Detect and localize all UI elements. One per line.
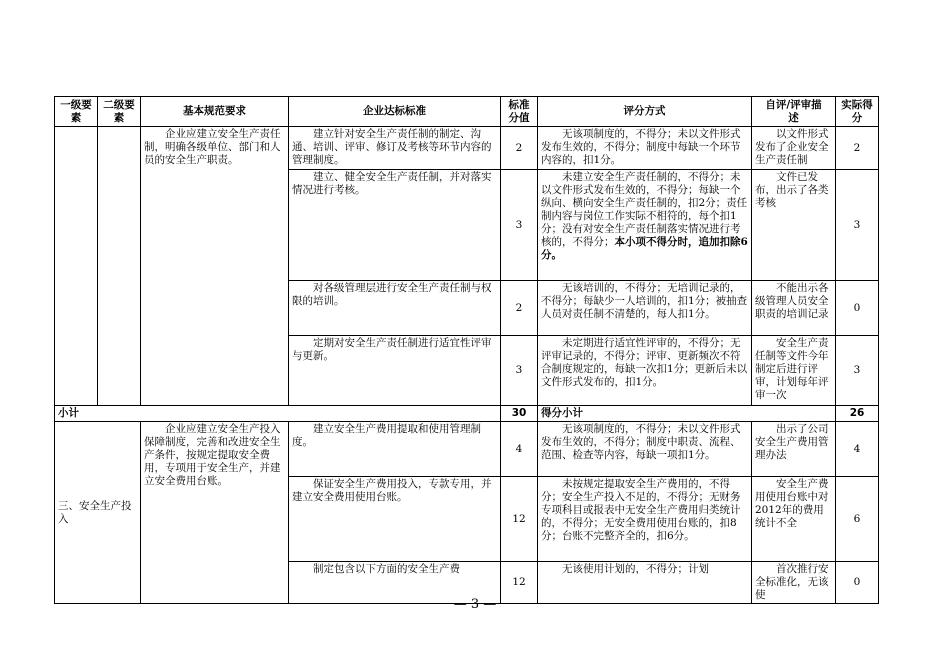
col-header: 自评/评审描 述 [752,97,836,127]
scoring-method: 未定期进行适宜性评审的，不得分；无评审记录的，不得分；评审、更新频次不符合制度规定的，每缺一次扣1分；更新后未以文件形式发布的，扣1分。 [538,336,752,406]
col-header: 实际得分 [836,97,879,127]
standard-score: 4 [501,422,538,477]
col-header: 一级要素 [55,97,98,127]
actual-score: 3 [836,170,879,281]
actual-score: 2 [836,127,879,170]
standard-text: 建立针对安全生产责任制的制定、沟通、培训、评审、修订及考核等环节内容的管理制度。 [289,127,501,170]
review-description: 出示了公司安全生产费用管理办法 [752,422,836,477]
col-header: 基本规范要求 [141,97,289,127]
standard-score: 2 [501,127,538,170]
standards-table [54,96,879,604]
scoring-method: 无该项制度的，不得分；未以文件形式发布生效的，不得分；制度中每缺一个环节内容的，扣1分。 [538,127,752,170]
scoring-method [538,170,752,281]
standard-text: 保证安全生产费用投入，专款专用，并建立安全费用使用台账。 [289,477,501,562]
subtotal-method-label: 得分小计 [538,406,836,422]
scoring-method-text: 未建立安全生产责任制的，不得分；未以文件形式发布生效的，不得分；每缺一个纵向、横向安全生产责任制的，扣2分；责任制内容与岗位工作实际不相符的，每个扣1分；没有对安全生产责任制落实情况进行考核的，不得分； [541,171,748,248]
actual-score: 0 [836,562,879,604]
standard-text: 制定包含以下方面的安全生产费 [289,562,501,604]
review-description: 安全生产责任制等文件今年制定后进行评审，计划每年评审一次 [752,336,836,406]
level1-element: 三、安全生产投入 [55,422,141,604]
actual-score: 6 [836,477,879,562]
subtotal-actual: 26 [836,406,879,422]
subtotal-label: 小计 [55,406,501,422]
scoring-method: 未按规定提取安全生产费用的，不得分；安全生产投入不足的，不得分；无财务专项科目或报表中无安全生产费用归类统计的，不得分；无安全费用使用台账的，扣8分；台账不完整齐全的，扣6分。 [538,477,752,562]
scoring-method-emphasis: 本小项不得分时，追加扣除6分。 [541,236,748,261]
level1-cell [55,127,98,406]
standard-score: 12 [501,562,538,604]
standard-text: 定期对安全生产责任制进行适宜性评审与更新。 [289,336,501,406]
col-header: 二级要素 [98,97,141,127]
review-description: 以文件形式发布了企业安全生产责任制 [752,127,836,170]
level2-cell [98,127,141,406]
review-description: 文件已发布，出示了各类考核 [752,170,836,281]
standard-text: 建立安全生产费用提取和使用管理制度。 [289,422,501,477]
review-description: 不能出示各级管理人员安全职责的培训记录 [752,281,836,336]
actual-score: 3 [836,336,879,406]
standard-score: 3 [501,170,538,281]
header-row [55,97,879,127]
col-header: 标准分值 [501,97,538,127]
col-header: 评分方式 [538,97,752,127]
col-header: 企业达标标准 [289,97,501,127]
scoring-method: 无该使用计划的，不得分；计划 [538,562,752,604]
standard-text: 建立、健全安全生产责任制，并对落实情况进行考核。 [289,170,501,281]
subtotal-row [55,406,879,422]
review-description: 首次推行安全标准化，无该使 [752,562,836,604]
page-number: — 3 — [453,597,497,612]
review-description: 安全生产费用使用台账中对2012年的费用统计不全 [752,477,836,562]
basic-requirement: 企业应建立安全生产投入保障制度，完善和改进安全生产条件，按规定提取安全费用，专项用于安全生产，并建立安全费用台账。 [141,422,289,604]
table-row [55,127,879,170]
scoring-method: 无该培训的，不得分；无培训记录的，不得分；每缺少一人培训的，扣1分；被抽查人员对责任制不清楚的，每人扣1分。 [538,281,752,336]
subtotal-score: 30 [501,406,538,422]
standard-text: 对各级管理层进行安全生产责任制与权限的培训。 [289,281,501,336]
basic-requirement: 企业应建立安全生产责任制，明确各级单位、部门和人员的安全生产职责。 [141,127,289,406]
standard-score: 12 [501,477,538,562]
scoring-method: 无该项制度的，不得分；未以文件形式发布生效的，不得分；制度中职责、流程、范围、检查等内容，每缺一项扣1分。 [538,422,752,477]
actual-score: 4 [836,422,879,477]
standard-score: 3 [501,336,538,406]
standard-score: 2 [501,281,538,336]
table-row [55,422,879,477]
actual-score: 0 [836,281,879,336]
